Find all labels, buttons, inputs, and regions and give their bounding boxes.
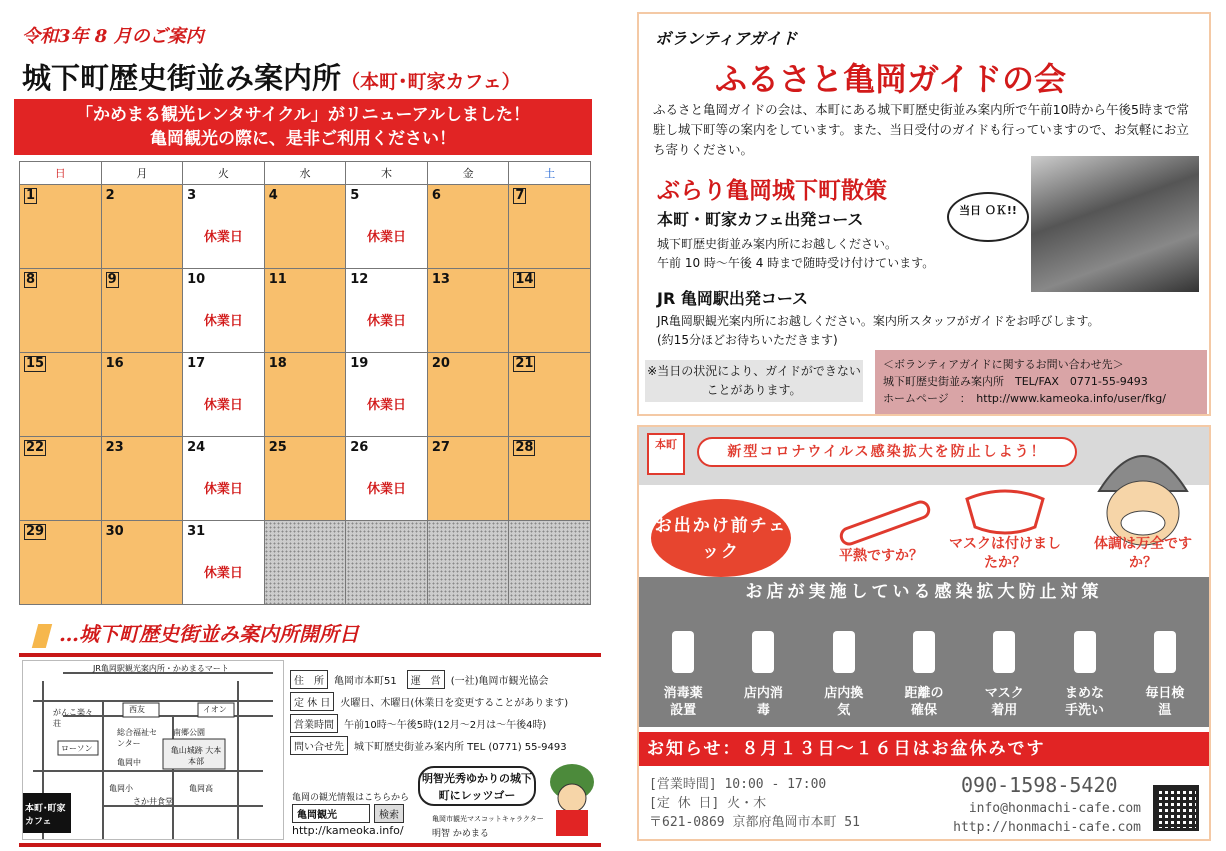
calendar-day	[346, 185, 428, 269]
measure-label: 店内換気	[824, 686, 864, 718]
calendar-day	[264, 353, 346, 437]
page-title	[22, 56, 521, 97]
guide-contact	[875, 350, 1207, 414]
calendar	[19, 161, 591, 605]
info-row-address	[290, 668, 600, 690]
mascot-name: 明智 かめまる	[432, 829, 489, 839]
legend-text: …城下町歴史街並み案内所開所日	[59, 622, 359, 646]
calendar-day	[509, 437, 591, 521]
closed-label: 休業日	[203, 230, 243, 245]
map-label-school2: 亀岡小	[109, 784, 133, 793]
measure-label: マスク着用	[984, 686, 1024, 718]
tour-photo	[1031, 156, 1199, 292]
day-number: 23	[105, 440, 124, 455]
calendar-day	[264, 269, 346, 353]
weekday-5: 金	[427, 162, 509, 185]
map-label-castle: 亀山城跡 大本本部	[170, 746, 222, 766]
day-number: 15	[26, 356, 45, 371]
day-number: 30	[105, 524, 124, 539]
rental-cycle-banner	[14, 99, 592, 155]
left-panel	[0, 0, 612, 851]
calendar-day	[346, 353, 428, 437]
measure-label: 消毒薬設置	[663, 686, 703, 718]
cafe-contact	[917, 799, 1141, 837]
mascot-icon	[540, 760, 604, 840]
divider-bottom	[19, 843, 601, 847]
weekday-2: 火	[183, 162, 265, 185]
day-number: 8	[26, 272, 36, 287]
measure-label: 毎日検温	[1145, 686, 1185, 718]
search-button[interactable]: 検索	[374, 804, 404, 823]
day-number: 19	[350, 356, 369, 371]
day-number: 11	[268, 272, 287, 287]
cafe-logo: 本町	[647, 433, 685, 475]
info-label: 住 所	[290, 670, 328, 689]
thermometer-icon	[831, 497, 941, 547]
check-health: 体調は万全ですか？	[1094, 536, 1192, 571]
cafe-phone[interactable]: 090-1598-5420	[961, 773, 1118, 797]
calendar-day	[183, 353, 265, 437]
access-map	[22, 660, 284, 840]
measure-5	[1047, 611, 1121, 723]
cafe-web[interactable]: http://honmachi-cafe.com	[953, 820, 1141, 835]
shop-info	[290, 668, 600, 756]
measure-label: 店内消毒	[743, 686, 783, 718]
closed-label: 休業日	[203, 314, 243, 329]
contact-line[interactable]: ホームページ ： http://www.kameoka.info/user/fkg/	[883, 392, 1166, 405]
calendar-day	[20, 353, 102, 437]
day-number: 28	[515, 440, 534, 455]
sanitizer-icon	[658, 625, 708, 677]
qr-code-icon[interactable]	[1153, 785, 1199, 831]
thermometer-icon	[1140, 625, 1190, 677]
calendar-day	[20, 269, 102, 353]
map-label-ganko: がんこ楽々荘	[53, 708, 93, 728]
calendar-day	[183, 521, 265, 605]
info-value: 午前10時～午後5時(12月～2月は～午後4時)	[344, 719, 547, 731]
calendar-day	[264, 521, 346, 605]
closed-label: 休業日	[203, 566, 243, 581]
calendar-day	[183, 185, 265, 269]
day-number: 1	[26, 188, 36, 203]
day-number: 7	[515, 188, 525, 203]
weekday-4: 木	[346, 162, 428, 185]
info-value: 火曜日、木曜日(休業日を変更することがあります)	[340, 697, 569, 709]
covid-slogan: 新型コロナウイルス感染拡大を防止しよう！	[697, 437, 1077, 467]
calendar-week	[20, 185, 591, 269]
day-number: 6	[431, 188, 441, 203]
course1-line: 午前 10 時～午後 4 時まで随時受け付けています。	[657, 256, 935, 270]
course1-text	[657, 235, 934, 273]
contact-line: ＜ボランティアガイドに関するお問い合わせ先＞	[883, 358, 1124, 371]
day-number: 4	[268, 188, 278, 203]
calendar-day	[101, 521, 183, 605]
weekday-6: 土	[509, 162, 591, 185]
day-number: 22	[26, 440, 45, 455]
day-number: 31	[187, 524, 206, 539]
day-number: 9	[107, 272, 117, 287]
info-label: 定 休 日	[290, 692, 334, 711]
calendar-body	[20, 185, 591, 605]
obon-notice: お知らせ：８月１３日～１６日はお盆休みです	[639, 732, 1209, 766]
day-number: 20	[431, 356, 450, 371]
measure-3	[887, 611, 961, 723]
cafe-email[interactable]: info@honmachi-cafe.com	[968, 801, 1141, 816]
calendar-day	[20, 437, 102, 521]
check-mask: マスクは付けましたか？	[949, 536, 1061, 571]
day-number: 26	[350, 440, 369, 455]
closed-label: 休業日	[367, 482, 407, 497]
closed-label: 休業日	[203, 398, 243, 413]
distance-icon	[899, 625, 949, 677]
map-label-restaurant: さか井食堂	[133, 797, 173, 806]
map-label-welfare: 総合福祉センター	[117, 728, 157, 748]
measures-title: お店が実施している感染拡大防止対策	[639, 577, 1209, 607]
course2-text	[657, 312, 1205, 350]
calendar-day	[509, 185, 591, 269]
day-number: 18	[268, 356, 287, 371]
closed-label: 休業日	[203, 482, 243, 497]
volunteer-guide-panel	[637, 12, 1211, 416]
mascot-bubble: 明智光秀ゆかりの城下町にレッツゴー	[418, 766, 536, 806]
calendar-day	[346, 269, 428, 353]
calendar-week	[20, 521, 591, 605]
guide-note: ※当日の状況により、ガイドができないことがあります。	[645, 360, 863, 402]
info-label: 運 営	[407, 670, 445, 689]
calendar-weekdays	[20, 162, 591, 185]
day-number: 10	[187, 272, 206, 287]
same-day-ok-bubble: 当日 ＯＫ!!	[947, 192, 1029, 242]
day-number: 24	[187, 440, 206, 455]
info-label: 問い合せ先	[290, 736, 348, 755]
title-sub: （本町･町家カフェ）	[341, 71, 521, 93]
calendar-day	[183, 437, 265, 521]
calendar-day	[427, 185, 509, 269]
covid-panel	[637, 425, 1211, 841]
calendar-day	[101, 437, 183, 521]
calendar-day	[101, 269, 183, 353]
mascot-caption: 亀岡市観光マスコットキャラクター	[432, 815, 544, 823]
volunteer-title: ふるさと亀岡ガイドの会	[715, 60, 1067, 98]
mask-icon	[957, 483, 1053, 539]
map-label-school1: 亀岡中	[117, 758, 141, 767]
search-box	[292, 804, 404, 823]
calendar-week	[20, 269, 591, 353]
walk-title: ぶらり亀岡城下町散策	[657, 178, 887, 204]
cafe-hours: [営業時間] 10:00 - 17:00	[649, 777, 827, 792]
calendar-day	[427, 353, 509, 437]
calendar-day	[427, 521, 509, 605]
map-label-seiyu: 西友	[129, 705, 145, 714]
map-label-top: JR亀岡駅観光案内所・かめまるマート	[93, 664, 229, 673]
day-number: 3	[187, 188, 197, 203]
course1-title: 本町・町家カフェ出発コース	[657, 210, 864, 229]
calendar-day	[509, 521, 591, 605]
calendar-week	[20, 353, 591, 437]
volunteer-label: ボランティアガイド	[655, 29, 798, 48]
calendar-day	[264, 185, 346, 269]
course2-title: JR 亀岡駅出発コース	[657, 289, 809, 308]
calendar-day	[101, 353, 183, 437]
calendar-legend	[35, 618, 359, 648]
info-row-hours	[290, 712, 600, 734]
jump-text: 亀岡の観光情報はこちらから	[292, 793, 410, 803]
day-number: 12	[350, 272, 369, 287]
measure-0	[646, 611, 720, 723]
map-label-school3: 亀岡高	[189, 784, 213, 793]
title-main: 城下町歴史街並み案内所	[22, 61, 342, 95]
mask-icon	[979, 625, 1029, 677]
search-input[interactable]: 亀岡観光	[292, 804, 370, 823]
day-number: 21	[515, 356, 534, 371]
course2-line: JR亀岡駅観光案内所にお越しください。案内所スタッフがガイドをお呼びします。	[657, 314, 1100, 328]
calendar-week	[20, 437, 591, 521]
calendar-day	[509, 269, 591, 353]
cafe-info	[649, 775, 860, 832]
contact-line: 城下町歴史街並み案内所 TEL/FAX 0771-55-9493	[883, 375, 1148, 388]
legend-swatch	[32, 624, 52, 648]
site-url[interactable]: http://kameoka.info/	[292, 824, 404, 837]
measure-label: 距離の確保	[904, 686, 944, 718]
cafe-closed: [定 休 日] 火・木	[649, 796, 767, 811]
day-number: 16	[105, 356, 124, 371]
calendar-day	[346, 521, 428, 605]
measure-1	[726, 611, 800, 723]
day-number: 5	[350, 188, 360, 203]
banner-line-2: 亀岡観光の際に、是非ご利用ください！	[150, 129, 456, 149]
calendar-day	[427, 437, 509, 521]
calendar-day	[183, 269, 265, 353]
map-label-aeon: イオン	[203, 705, 227, 714]
measures-grid	[639, 607, 1209, 727]
info-row-holiday	[290, 690, 600, 712]
day-number: 13	[431, 272, 450, 287]
calendar-day	[101, 185, 183, 269]
day-number: 27	[431, 440, 450, 455]
spray-icon	[738, 625, 788, 677]
calendar-day	[346, 437, 428, 521]
measure-6	[1128, 611, 1202, 723]
measure-2	[807, 611, 881, 723]
banner-line-1: 「かめまる観光レンタサイクル」がリニューアルしました！	[76, 105, 530, 125]
calendar-day	[509, 353, 591, 437]
map-label-park: 南郷公園	[173, 728, 205, 737]
info-value: 城下町歴史街並み案内所 TEL (0771) 55-9493	[354, 741, 567, 753]
map-label-lawson: ローソン	[61, 744, 93, 753]
info-row-contact	[290, 734, 600, 756]
calendar-day	[427, 269, 509, 353]
day-number: 29	[26, 524, 45, 539]
handwash-icon	[1060, 625, 1110, 677]
info-value: (一社)亀岡市観光協会	[450, 675, 549, 687]
day-number: 14	[515, 272, 534, 287]
closed-label: 休業日	[367, 314, 407, 329]
info-label: 営業時間	[290, 714, 338, 733]
calendar-day	[20, 185, 102, 269]
day-number: 17	[187, 356, 206, 371]
measure-4	[967, 611, 1041, 723]
weekday-3: 水	[264, 162, 346, 185]
check-fever: 平熱ですか？	[839, 548, 923, 564]
volunteer-desc: ふるさと亀岡ガイドの会は、本町にある城下町歴史街並み案内所で午前10時から午後5時まで常駐し城下町等の案内をしています。また、当日受付のガイドも行っていますので、お気軽にお立ち寄りください。	[653, 102, 1189, 157]
calendar-day	[20, 521, 102, 605]
cafe-address: 〒621-0869 京都府亀岡市本町 51	[649, 815, 860, 830]
calendar-day	[264, 437, 346, 521]
course2-line: (約15分ほどお待ちいただきます)	[657, 333, 838, 347]
ventilation-icon	[819, 625, 869, 677]
closed-label: 休業日	[367, 230, 407, 245]
check-before-going: お出かけ前チェック	[651, 499, 791, 577]
divider-top	[19, 653, 601, 657]
month-subtitle: 令和3年 8 月のご案内	[22, 26, 204, 47]
course1-line: 城下町歴史街並み案内所にお越しください。	[657, 237, 898, 251]
weekday-0: 日	[20, 162, 102, 185]
day-number: 2	[105, 188, 115, 203]
closed-label: 休業日	[367, 398, 407, 413]
map-label-here: 本町･町家カフェ	[25, 804, 66, 827]
measure-label: まめな手洗い	[1065, 686, 1105, 718]
day-number: 25	[268, 440, 287, 455]
weekday-1: 月	[101, 162, 183, 185]
info-value: 亀岡市本町51	[334, 675, 397, 687]
